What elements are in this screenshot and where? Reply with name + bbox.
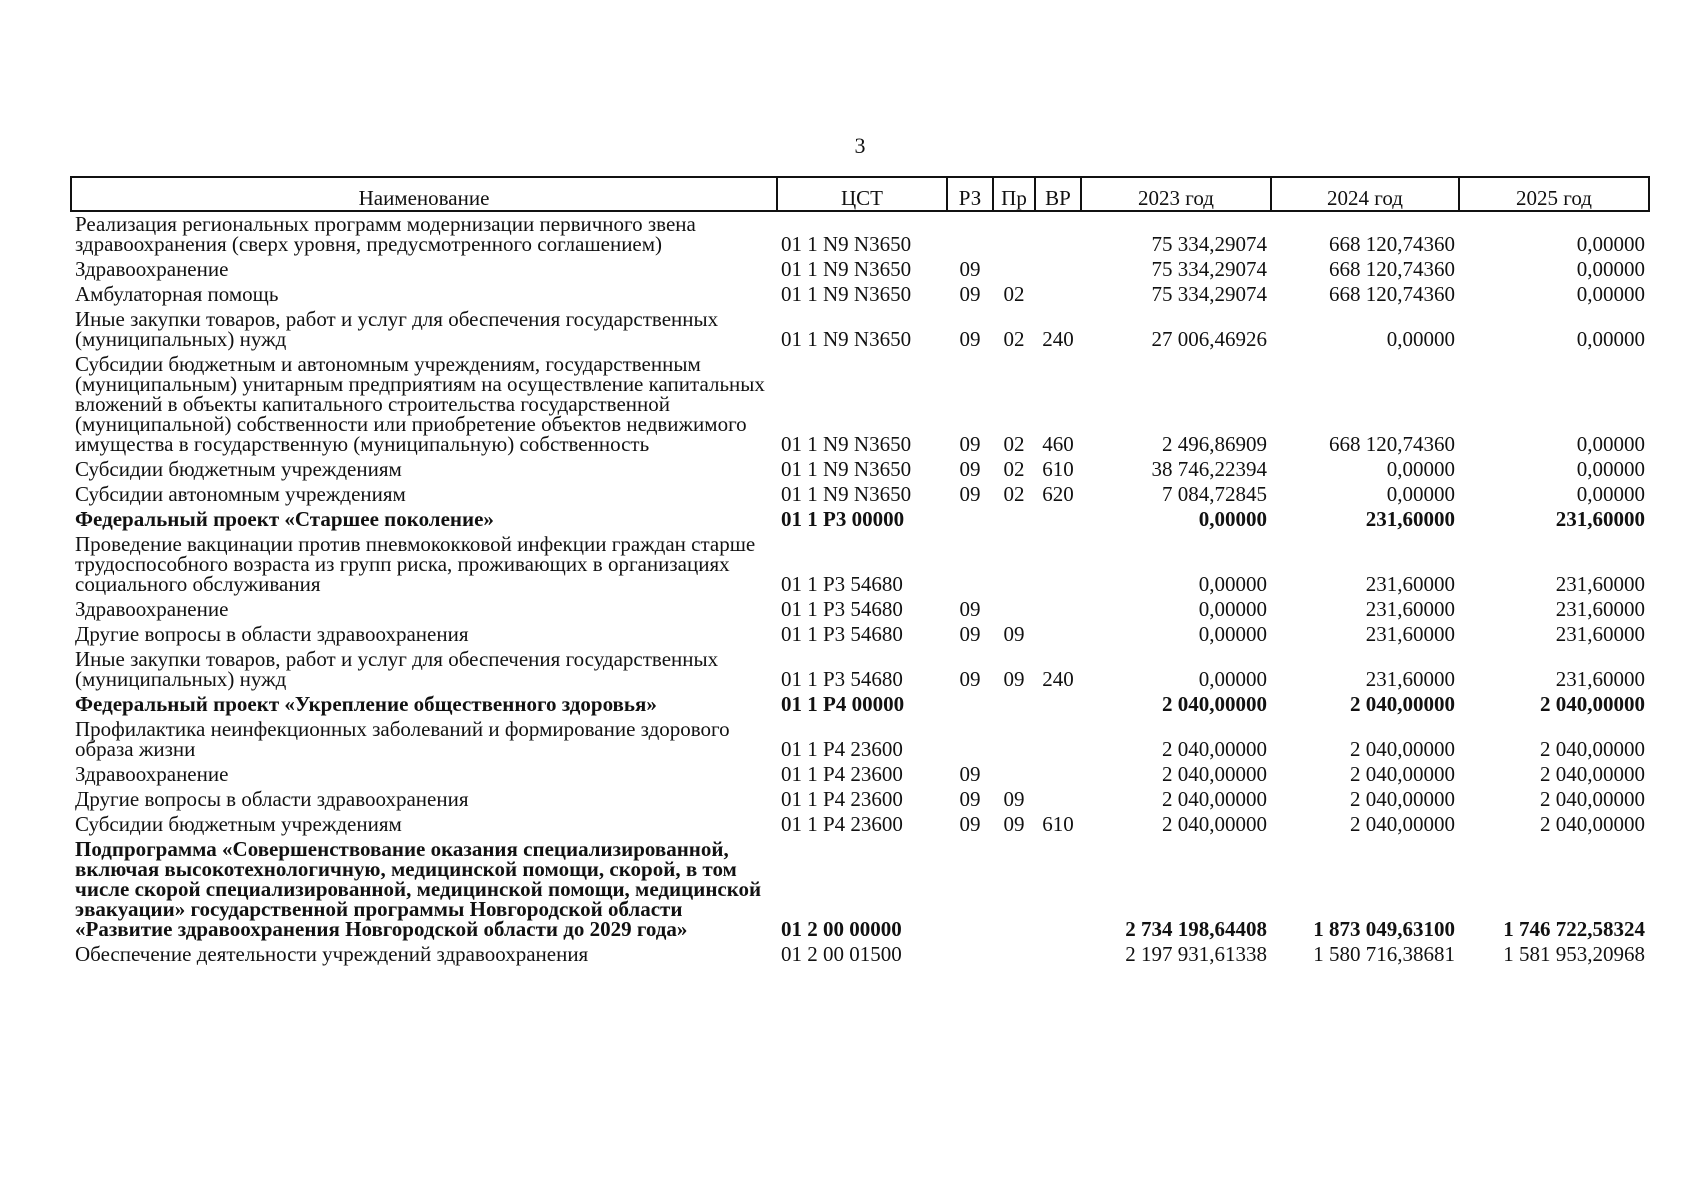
cell-2023: 2 040,00000 (1162, 787, 1267, 811)
cell-vr (1035, 282, 1081, 307)
cell-pr: 02 (1003, 482, 1025, 506)
cell-name: Амбулаторная помощь (75, 282, 279, 306)
header-vr: ВР (1035, 177, 1081, 211)
cell-pr (993, 762, 1035, 787)
table-row (71, 307, 1649, 352)
cell-vr (1035, 837, 1081, 942)
cell-name: Другие вопросы в области здравоохранения (75, 622, 469, 646)
cell-name: Иные закупки товаров, работ и услуг для обеспечения государственных (муниципальных) нужд (75, 307, 719, 351)
cell-name: Здравоохранение (75, 597, 229, 621)
cell-rz: 09 (959, 282, 981, 306)
cell-pr: 02 (1003, 327, 1025, 351)
cell-pr (993, 942, 1035, 967)
cell-cst: 01 1 P3 54680 (781, 667, 903, 691)
table-row (71, 352, 1649, 457)
cell-2024: 1 580 716,38681 (1313, 942, 1455, 966)
cell-2023: 0,00000 (1198, 622, 1267, 646)
page-number: 3 (854, 133, 866, 158)
cell-name: Федеральный проект «Укрепление общественного здоровья» (75, 692, 657, 716)
cell-2023: 0,00000 (1198, 572, 1267, 596)
cell-vr: 610 (1042, 457, 1074, 481)
cell-2025: 0,00000 (1576, 432, 1645, 456)
cell-rz (947, 942, 993, 967)
cell-vr (1035, 762, 1081, 787)
cell-pr (993, 532, 1035, 597)
cell-2025: 231,60000 (1555, 572, 1645, 596)
cell-2025: 2 040,00000 (1540, 812, 1645, 836)
cell-vr (1035, 257, 1081, 282)
cell-2025: 0,00000 (1576, 482, 1645, 506)
cell-vr: 460 (1042, 432, 1074, 456)
cell-vr (1035, 622, 1081, 647)
cell-vr (1035, 692, 1081, 717)
cell-rz (947, 507, 993, 532)
cell-cst: 01 1 N9 N3650 (781, 257, 912, 281)
cell-2025: 0,00000 (1576, 257, 1645, 281)
cell-name: Другие вопросы в области здравоохранения (75, 787, 469, 811)
cell-pr (993, 257, 1035, 282)
cell-2023: 27 006,46926 (1151, 327, 1267, 351)
cell-2024: 2 040,00000 (1350, 787, 1455, 811)
cell-rz (947, 837, 993, 942)
cell-vr (1035, 211, 1081, 257)
cell-name: Подпрограмма «Совершенствование оказания специализированной, включая высокотехнологичную, медицинской помощи, скорой, в том числе скорой специализированной, медицинской помощи, медицинской эвакуации» государственной программы Новгородской области «Развитие здравоохранения Новгородской области до 2029 года» (75, 837, 762, 941)
table-row (71, 812, 1649, 837)
table-header-row (71, 177, 1649, 211)
cell-pr: 09 (1003, 787, 1025, 811)
table-row (71, 257, 1649, 282)
cell-cst: 01 1 N9 N3650 (781, 482, 912, 506)
cell-vr (1035, 532, 1081, 597)
header-rz: РЗ (947, 177, 993, 211)
cell-2025: 1 746 722,58324 (1503, 917, 1645, 941)
table-row (71, 457, 1649, 482)
cell-name: Субсидии бюджетным и автономным учреждениям, государственным (муниципальным) унитарным предприятиям на осуществление капитальных вложений в объекты капитального строительства государственной (муниципальной) собственности или приобретение объектов недвижимого имущества в государственную (муниципальную) собственность (75, 352, 765, 456)
cell-2023: 75 334,29074 (1151, 257, 1267, 281)
cell-name: Профилактика неинфекционных заболеваний и формирование здорового образа жизни (75, 717, 730, 761)
cell-2023: 2 040,00000 (1162, 762, 1267, 786)
cell-2025: 231,60000 (1555, 597, 1645, 621)
cell-name: Субсидии автономным учреждениям (75, 482, 406, 506)
cell-cst: 01 2 00 00000 (781, 917, 902, 941)
cell-cst: 01 2 00 01500 (781, 942, 902, 966)
cell-cst: 01 1 P4 23600 (781, 762, 903, 786)
cell-2025: 0,00000 (1576, 232, 1645, 256)
cell-rz: 09 (959, 667, 981, 691)
cell-cst: 01 1 N9 N3650 (781, 457, 912, 481)
cell-2023: 0,00000 (1198, 507, 1267, 531)
cell-vr (1035, 597, 1081, 622)
cell-rz: 09 (959, 622, 981, 646)
cell-pr (993, 692, 1035, 717)
cell-cst: 01 1 P3 00000 (781, 507, 905, 531)
table-row (71, 647, 1649, 692)
cell-rz: 09 (959, 762, 981, 786)
cell-2024: 2 040,00000 (1350, 762, 1455, 786)
header-2023: 2023 год (1081, 177, 1271, 211)
table-row (71, 762, 1649, 787)
cell-2024: 2 040,00000 (1350, 737, 1455, 761)
cell-cst: 01 1 P3 54680 (781, 622, 903, 646)
table-row (71, 787, 1649, 812)
cell-2025: 0,00000 (1576, 457, 1645, 481)
cell-2023: 0,00000 (1198, 597, 1267, 621)
cell-2024: 1 873 049,63100 (1313, 917, 1455, 941)
cell-cst: 01 1 P4 00000 (781, 692, 905, 716)
cell-2024: 2 040,00000 (1350, 812, 1455, 836)
cell-rz: 09 (959, 812, 981, 836)
cell-pr (993, 211, 1035, 257)
cell-vr (1035, 942, 1081, 967)
cell-cst: 01 1 N9 N3650 (781, 327, 912, 351)
cell-rz: 09 (959, 457, 981, 481)
cell-2023: 2 734 198,64408 (1125, 917, 1267, 941)
cell-2024: 2 040,00000 (1350, 692, 1455, 716)
cell-vr: 620 (1042, 482, 1074, 506)
table-row (71, 717, 1649, 762)
cell-2023: 7 084,72845 (1162, 482, 1267, 506)
cell-2023: 2 496,86909 (1162, 432, 1267, 456)
cell-vr: 240 (1042, 667, 1074, 691)
table-row (71, 532, 1649, 597)
cell-2025: 2 040,00000 (1540, 692, 1645, 716)
cell-2023: 2 040,00000 (1162, 737, 1267, 761)
cell-rz (947, 211, 993, 257)
cell-2024: 231,60000 (1365, 597, 1455, 621)
cell-name: Реализация региональных программ модернизации первичного звена здравоохранения (сверх уровня, предусмотренного соглашением) (75, 212, 696, 256)
table-row (71, 622, 1649, 647)
cell-2025: 231,60000 (1555, 622, 1645, 646)
table-row (71, 597, 1649, 622)
table-body (71, 211, 1649, 967)
cell-2025: 2 040,00000 (1540, 762, 1645, 786)
cell-vr: 610 (1042, 812, 1074, 836)
cell-pr: 09 (1003, 667, 1025, 691)
header-2024: 2024 год (1271, 177, 1459, 211)
cell-2025: 2 040,00000 (1540, 787, 1645, 811)
cell-2023: 0,00000 (1198, 667, 1267, 691)
cell-name: Субсидии бюджетным учреждениям (75, 457, 402, 481)
cell-2024: 0,00000 (1386, 482, 1455, 506)
cell-pr (993, 717, 1035, 762)
cell-rz: 09 (959, 257, 981, 281)
table-row (71, 282, 1649, 307)
header-2025: 2025 год (1459, 177, 1649, 211)
cell-rz (947, 692, 993, 717)
table-row (71, 482, 1649, 507)
cell-pr: 02 (1003, 457, 1025, 481)
table-row (71, 692, 1649, 717)
cell-cst: 01 1 P4 23600 (781, 812, 903, 836)
cell-cst: 01 1 P3 54680 (781, 597, 903, 621)
table-row (71, 211, 1649, 257)
cell-2025: 0,00000 (1576, 327, 1645, 351)
cell-pr (993, 597, 1035, 622)
cell-2024: 668 120,74360 (1329, 432, 1455, 456)
header-pr: Пр (993, 177, 1035, 211)
cell-rz: 09 (959, 432, 981, 456)
cell-2024: 0,00000 (1386, 327, 1455, 351)
cell-rz: 09 (959, 327, 981, 351)
cell-vr (1035, 787, 1081, 812)
cell-cst: 01 1 P3 54680 (781, 572, 903, 596)
cell-2024: 668 120,74360 (1329, 282, 1455, 306)
cell-2025: 1 581 953,20968 (1503, 942, 1645, 966)
cell-cst: 01 1 N9 N3650 (781, 282, 912, 306)
cell-cst: 01 1 N9 N3650 (781, 232, 912, 256)
cell-cst: 01 1 P4 23600 (781, 737, 903, 761)
cell-rz: 09 (959, 787, 981, 811)
cell-2023: 2 040,00000 (1162, 692, 1267, 716)
header-cst: ЦСТ (777, 177, 947, 211)
cell-rz (947, 717, 993, 762)
cell-2023: 38 746,22394 (1151, 457, 1267, 481)
cell-2025: 2 040,00000 (1540, 737, 1645, 761)
cell-vr (1035, 507, 1081, 532)
cell-2024: 231,60000 (1365, 507, 1455, 531)
cell-name: Обеспечение деятельности учреждений здравоохранения (75, 942, 589, 966)
cell-2024: 231,60000 (1365, 622, 1455, 646)
cell-name: Здравоохранение (75, 257, 229, 281)
cell-2025: 0,00000 (1576, 282, 1645, 306)
table-row (71, 837, 1649, 942)
cell-cst: 01 1 P4 23600 (781, 787, 903, 811)
cell-pr: 02 (1003, 432, 1025, 456)
header-name: Наименование (71, 177, 777, 211)
cell-2025: 231,60000 (1555, 667, 1645, 691)
cell-pr: 09 (1003, 812, 1025, 836)
cell-name: Проведение вакцинации против пневмококковой инфекции граждан старше трудоспособного возраста из групп риска, проживающих в организациях социального обслуживания (75, 532, 756, 596)
cell-pr: 09 (1003, 622, 1025, 646)
budget-table (70, 176, 1650, 967)
cell-vr (1035, 717, 1081, 762)
cell-2025: 231,60000 (1555, 507, 1645, 531)
cell-2024: 231,60000 (1365, 667, 1455, 691)
cell-rz (947, 532, 993, 597)
cell-pr (993, 507, 1035, 532)
cell-2023: 75 334,29074 (1151, 282, 1267, 306)
cell-name: Иные закупки товаров, работ и услуг для обеспечения государственных (муниципальных) нужд (75, 647, 719, 691)
cell-rz: 09 (959, 597, 981, 621)
cell-name: Субсидии бюджетным учреждениям (75, 812, 402, 836)
cell-2023: 75 334,29074 (1151, 232, 1267, 256)
cell-2023: 2 040,00000 (1162, 812, 1267, 836)
cell-rz: 09 (959, 482, 981, 506)
cell-2023: 2 197 931,61338 (1125, 942, 1267, 966)
cell-2024: 0,00000 (1386, 457, 1455, 481)
cell-2024: 668 120,74360 (1329, 257, 1455, 281)
table-row (71, 942, 1649, 967)
cell-name: Федеральный проект «Старшее поколение» (75, 507, 494, 531)
cell-pr: 02 (1003, 282, 1025, 306)
cell-2024: 231,60000 (1365, 572, 1455, 596)
cell-cst: 01 1 N9 N3650 (781, 432, 912, 456)
cell-name: Здравоохранение (75, 762, 229, 786)
cell-2024: 668 120,74360 (1329, 232, 1455, 256)
table-row (71, 507, 1649, 532)
cell-vr: 240 (1042, 327, 1074, 351)
cell-pr (993, 837, 1035, 942)
